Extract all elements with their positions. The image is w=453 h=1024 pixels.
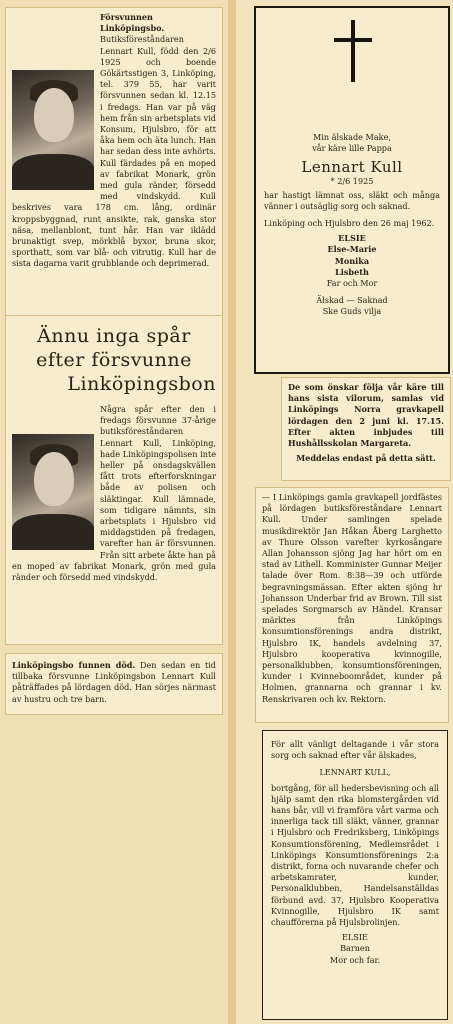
- mourner-list: ELSIE Else-Marie Monika Lisbeth Far och Mor: [326, 233, 378, 289]
- missing-person-clipping: [6, 8, 222, 326]
- found-dead-clipping: [6, 654, 222, 714]
- no-trace-clipping: [6, 316, 222, 644]
- portrait-photo: [12, 434, 94, 550]
- funeral-report-clipping: — I Linköpings gamla gravkapell jordfästes på lördagen butiksföreståndare Lennart Kull. Under samlingen spelade musikdirektör Jan Håkan Åberg Larghetto av Thure Olsson varefter kyrkosångare Allan Johansson sjöng Jag har hört om en stad av Lithell. Komminister Gunnar Meijer talade över Rom. 8:38—39 och utförde begravningsmässan. Efter akten sjöng hr Johansson Underbar frid av Brown. Till sist spelades Sorgmarsch av Händel. Kransar märktes från Linköpings konsumtionsförenings andra distrikt, Hjulsbro IK, handels avdelning 37, Hjulsbro kooperativa kvinnogille, personalklubben, konsumtionsföreningen, kunder i Kvinneboområdet, kunder på Holmen, grannarna och grannar i kv. Renskrivaren och kv. Rektorn.: [256, 488, 448, 722]
- funeral-info: De som önskar följa vår käre till hans sista vilorum, samlas vid Linköpings Norra gravkapell lördagen den 2 juni kl. 17.15. Efter akten inbjudes till Hushållsskolan Margareta. Meddelas endast på detta sätt.: [282, 378, 450, 480]
- portrait-photo: [12, 70, 94, 190]
- deceased-name: Lennart Kull: [301, 158, 403, 177]
- page-gutter: [228, 0, 236, 1024]
- clipping-text: Linköpingsbo funnen död. Den sedan en tid tillbaka försvunne Linköpingsbon Lennart Kull påträffades på lördagen död. Han sörjes närmast av hustru och tre barn.: [12, 660, 216, 704]
- cross-icon: [351, 20, 355, 82]
- death-notice: Min älskade Make, vår käre lille Pappa Lennart Kull * 2/6 1925 har hastigt lämnat oss, släkt och många vänner i outsäglig sorg och saknad. Linköping och Hjulsbro den 26 maj 1962. ELSIE Else-Marie Monika Lisbeth Far och Mor Älskad — Saknad Ske Guds vilja: [254, 6, 450, 374]
- headline: Ännu inga spår efter försvunne Linköpingsbon: [36, 325, 216, 395]
- clipping-text: Några spår efter den i fredags försvunne 37-årige butiksföreståndaren Lennart Kull, Linköping, hade Linköpingspolisen inte heller på onsdagskvällen fått trots efterforskningar både av polisen och släktingar. Kull lämnade, som tidigare nämnts, sin arbetsplats i Hjulsbro vid middagstiden på fredagen, varefter han är försvunnen. Från sitt arbete åkte han på en moped av fabrikat Monark, grön med gula ränder och försedd med vindskydd.: [12, 404, 216, 583]
- clipping-text: Försvunnen Linköpingsbo. Butiksföreståndaren Lennart Kull, född den 2/6 1925 och boende Gökärtsstigen 3, Linköping, tel. 379 55, har varit försvunnen sedan kl. 12.15 i fredags. Han var på väg hem från sin arbetsplats vid Konsum, Hjulsbro, för att åka hem och äta lunch. Han har sedan dess inte avhörts. Kull färdades på en moped av fabrikat Monark, grön med gula ränder, försedd med vindskydd. Kull beskrives vara 178 cm. lång, ordinär kroppsbyggnad, runt ansikte, rak, ganska stor näsa, mellanblont, tunt hår. Han var iklädd brunaktigt svep, mörkblå byxor, bruna skor, sporthatt, som var blå- och vitrutig. Kull har de sista dagarna varit grubblande och deprimerad.: [12, 12, 216, 269]
- thanks-notice: För allt vänligt deltagande i vår stora sorg och saknad efter vår älskades, LENNART KULL, bortgång, för all hedersbevisning och all hjälp samt den rika blomstergården vid hans bår, vill vi framföra vårt varma och innerliga tack till släkt, vänner, grannar i Hjulsbro och Fredriksberg, Linköpings Konsumtionsförening, Medlemsrådet i Linköpings Konsumtionsförenings 2:a distrikt, forna och nuvarande chefer och arbetskamrater, kunder, Personalklubben, Handelsanställdas förbund avd. 37, Hjulsbro Kooperativa Kvinnogille, Hjulsbro IK samt chaufförerna på Hjulsbrolinjen. ELSIE Barnen Mor och far.: [262, 730, 448, 1020]
